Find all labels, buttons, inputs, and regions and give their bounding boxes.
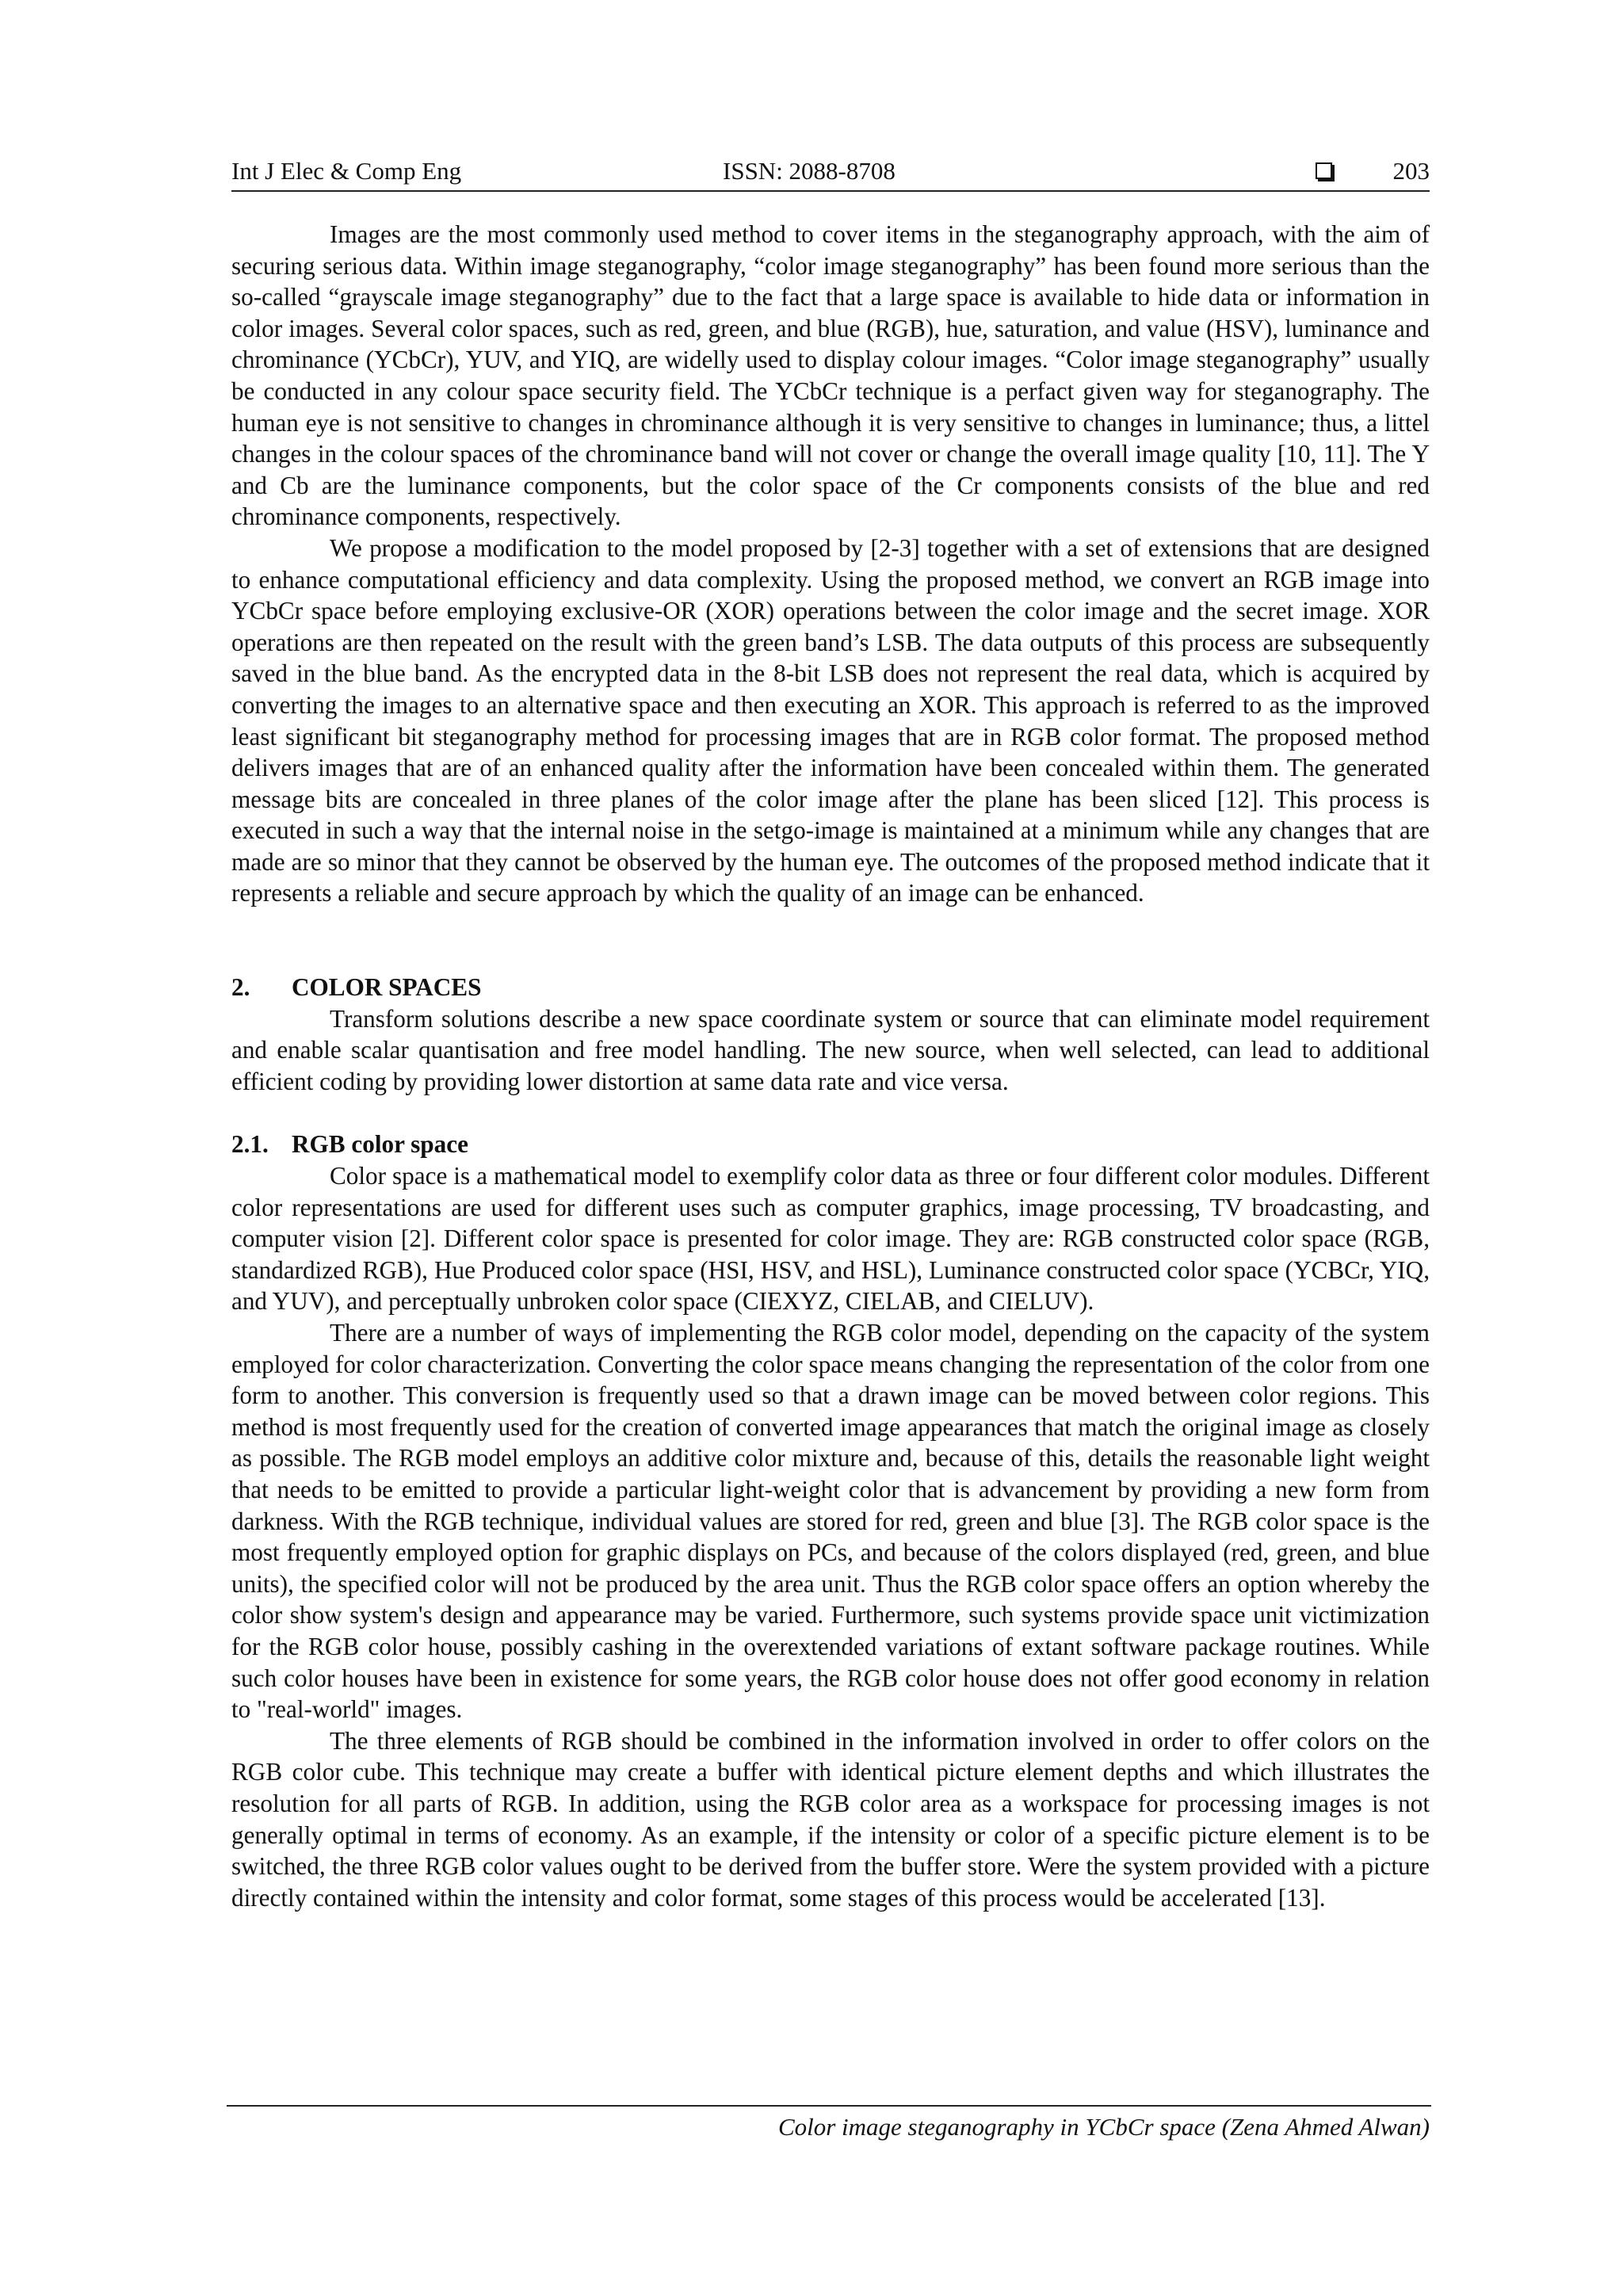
section-number: 2.: [231, 973, 250, 1002]
issn-label: ISSN: 2088-8708: [723, 157, 896, 185]
intro-paragraph-1: Images are the most commonly used method to cover items in the steganography approach, with the aim of securing serious data. Within image steganography, “color image steganography” has been found more serious than the so-called “grayscale image steganography” due to the fact that a large space is available to hide data or information in color images. Several color spaces, such as red, green, and blue (RGB), hue, saturation, and value (HSV), luminance and chrominance (YCbCr), YUV, and YIQ, are widelly used to display colour images. “Color image steganography” usually be conducted in any colour space security field. The YCbCr technique is a perfact given way for steganography. The human eye is not sensitive to changes in chrominance although it is very sensitive to changes in luminance; thus, a littel changes in the colour spaces of the chrominance band will not cover or change the overall image quality [10, 11]. The Y and Cb are the luminance components, but the color space of the Cr components consists of the blue and red chrominance components, respectively.: [231, 220, 1430, 531]
subsection-title: RGB color space: [292, 1130, 468, 1159]
header-rule: [231, 190, 1430, 192]
subsection-number: 2.1.: [231, 1130, 269, 1159]
section-title: COLOR SPACES: [292, 973, 482, 1002]
page-number: 203: [1392, 157, 1430, 185]
subsection-heading: [231, 1129, 1430, 1160]
section-spacer: [231, 909, 1430, 972]
section-paragraph: Transform solutions describe a new space coordinate system or source that can eliminate model requirement and enable scalar quantisation and free model handling. The new source, when well selected, can lead to additional efficient coding by providing lower distortion at same data rate and vice versa.: [231, 1004, 1430, 1095]
running-footer: Color image steganography in YCbCr space (Zena Ahmed Alwan): [777, 2113, 1430, 2141]
subsection-paragraph-3: The three elements of RGB should be combined in the information involved in order to offer colors on the RGB color cube. This technique may create a buffer with identical picture element depths and which illustrates the resolution for all parts of RGB. In addition, using the RGB color area as a workspace for processing images is not generally optimal in terms of economy. As an example, if the intensity or color of a specific picture element is to be switched, the three RGB color values ought to be derived from the buffer store. Were the system provided with a picture directly contained within the intensity and color format, some stages of this process would be accelerated [13].: [231, 1726, 1430, 1912]
running-header: [231, 155, 1430, 187]
footer-rule: [227, 2105, 1431, 2107]
square-bullet-icon: [1316, 162, 1332, 179]
intro-paragraph-2: We propose a modification to the model proposed by [2-3] together with a set of extensions that are designed to enhance computational efficiency and data complexity. Using the proposed method, we convert an RGB image into YCbCr space before employing exclusive-OR (XOR) operations between the color image and the secret image. XOR operations are then repeated on the result with the green band’s LSB. The data outputs of this process are subsequently saved in the blue band. As the encrypted data in the 8-bit LSB does not represent the real data, which is acquired by converting the images to an alternative space and then executing an XOR. This approach is referred to as the improved least significant bit steganography method for processing images that are in RGB color format. The proposed method delivers images that are of an enhanced quality after the information have been concealed within them. The generated message bits are concealed in three planes of the color image after the plane has been sliced [12]. This process is executed in such a way that the internal noise in the setgo-image is maintained at a minimum while any changes that are made are so minor that they cannot be observed by the human eye. The outcomes of the proposed method indicate that it represents a reliable and secure approach by which the quality of an image can be enhanced.: [231, 533, 1430, 907]
subsection-paragraph-2: There are a number of ways of implementing the RGB color model, depending on the capacity of the system employed for color characterization. Converting the color space means changing the representation of the color from one form to another. This conversion is frequently used so that a drawn image can be moved between color regions. This method is most frequently used for the creation of converted image appearances that match the original image as closely as possible. The RGB model employs an additive color mixture and, because of this, details the reasonable light weight that needs to be emitted to provide a particular light-weight color that is advancement by providing a new form from darkness. With the RGB technique, individual values are stored for red, green and blue [3]. The RGB color space is the most frequently employed option for graphic displays on PCs, and because of the colors displayed (red, green, and blue units), the specified color will not be produced by the area unit. Thus the RGB color space offers an option whereby the color show system's design and appearance may be varied. Furthermore, such systems provide space unit victimization for the RGB color house, possibly cashing in the overextended variations of extant software package routines. While such color houses have been in existence for some years, the RGB color house does not offer good economy in relation to "real-world" images.: [231, 1319, 1430, 1724]
body-text: [231, 219, 1430, 1913]
journal-name: Int J Elec & Comp Eng: [231, 157, 462, 185]
subsection-paragraph-1: Color space is a mathematical model to exemplify color data as three or four different color modules. Different color representations are used for different uses such as computer graphics, image processing, TV broadcasting, and computer vision [2]. Different color space is presented for color image. They are: RGB constructed color space (RGB, standardized RGB), Hue Produced color space (HSI, HSV, and HSL), Luminance constructed color space (YCBCr, YIQ, and YUV), and perceptually unbroken color space (CIEXYZ, CIELAB, and CIELUV).: [231, 1162, 1430, 1316]
section-heading: [231, 972, 1430, 1003]
subsection-spacer: [231, 1097, 1430, 1129]
